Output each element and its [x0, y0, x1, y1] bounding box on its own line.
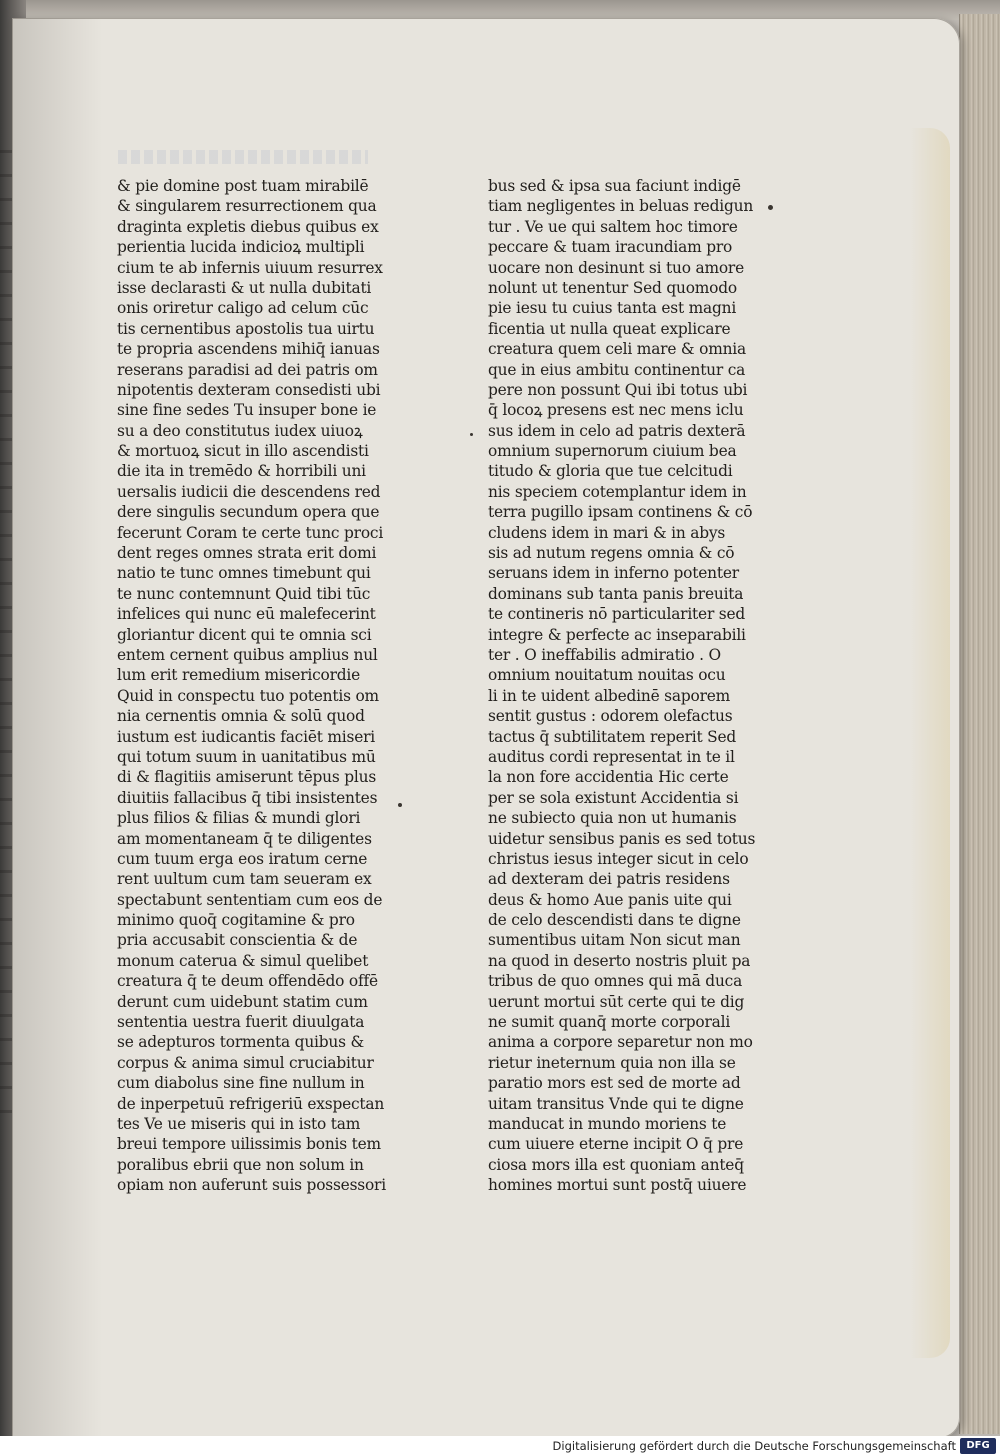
book-fore-edge — [959, 14, 1000, 1434]
text-line: sine fine sedes Tu insuper bone ie — [117, 401, 377, 420]
text-line: poralibus ebrii que non solum in — [117, 1155, 364, 1174]
text-line: tes Ve ue miseris qui in isto tam — [117, 1114, 361, 1133]
offset-ghost-line — [118, 150, 368, 164]
text-line: seruans idem in inferno potenter — [488, 564, 739, 583]
text-line: uersalis iudicii die descendens red — [117, 482, 381, 501]
text-line: gloriantur dicent qui te omnia sci — [117, 625, 372, 644]
text-line: uerunt mortui sūt certe qui te dig — [488, 992, 745, 1011]
text-line: minimo quoq̄ cogitamine & pro — [117, 911, 355, 930]
text-line: uocare non desinunt si tuo amore — [488, 258, 744, 277]
text-line: diuitiis fallacibus q̄ tibi insistentes — [117, 788, 378, 807]
text-line: se adepturos tormenta quibus & — [117, 1033, 365, 1052]
text-line: deus & homo Aue panis uite qui — [488, 890, 732, 909]
text-line: Quid in conspectu tuo potentis om — [117, 686, 379, 705]
text-line: nolunt ut tenentur Sed quomodo — [488, 278, 737, 297]
text-line: breui tempore uilissimis bonis tem — [117, 1135, 381, 1154]
text-line: entem cernent quibus amplius nul — [117, 645, 378, 664]
text-line: draginta expletis diebus quibus ex — [117, 217, 379, 236]
footer-bar — [0, 1436, 1000, 1456]
text-line: per se sola existunt Accidentia si — [488, 788, 739, 807]
text-line: sentit gustus : odorem olefactus — [488, 707, 733, 726]
text-line: infelices qui nunc eū malefecerint — [117, 605, 376, 624]
text-line: dent reges omnes strata erit domi — [117, 544, 377, 563]
text-line: dere singulis secundum opera que — [117, 503, 380, 522]
text-line: cium te ab infernis uiuum resurrex — [117, 258, 383, 277]
text-line: ter . O ineffabilis admiratio . O — [488, 645, 721, 664]
text-line: nipotentis dexteram consedisti ubi — [117, 380, 381, 399]
text-line: auditus cordi representat in te il — [488, 747, 735, 766]
text-line: & singularem resurrectionem qua — [117, 197, 377, 216]
text-line: bus sed & ipsa sua faciunt indigē — [488, 177, 741, 195]
text-line: cum tuum erga eos iratum cerne — [117, 849, 368, 868]
text-line: cludens idem in mari & in abys — [488, 523, 726, 542]
text-line: christus iesus integer sicut in celo — [488, 849, 749, 868]
text-line: dominans sub tanta panis breuita — [488, 584, 744, 603]
text-line: spectabunt sententiam cum eos de — [117, 890, 383, 909]
text-line: iustum est iudicantis faciēt miseri — [117, 727, 376, 746]
text-line: integre & perfecte ac inseparabili — [488, 625, 746, 644]
text-line: tur . Ve ue qui saltem hoc timore — [488, 217, 738, 236]
text-line: uitam transitus Vnde qui te digne — [488, 1094, 744, 1113]
text-line: nia cernentis omnia & solū quod — [117, 707, 365, 726]
text-line: rent uultum cum tam seueram ex — [117, 870, 372, 889]
text-line: terra pugillo ipsam continens & cō — [488, 503, 753, 522]
text-line: cum diabolus sine fine nullum in — [117, 1074, 365, 1093]
text-line: & pie domine post tuam mirabilē — [117, 177, 369, 195]
text-line: te contineris nō particulariter sed — [488, 605, 746, 624]
text-line: sumentibus uitam Non sicut man — [488, 931, 741, 950]
text-line: sententia uestra fuerit diuulgata — [117, 1013, 365, 1032]
footer-credit: Digitalisierung gefördert durch die Deutsche Forschungsgemeinschaft — [552, 1439, 956, 1453]
text-line: opiam non auferunt suis possessori — [117, 1176, 386, 1195]
text-line: die ita in tremēdo & horribili uni — [117, 462, 366, 481]
text-line: tiam negligentes in beluas redigun — [488, 197, 754, 216]
text-line: ad dexteram dei patris residens — [488, 870, 730, 889]
page-foxing — [910, 128, 950, 1358]
text-line: la non fore accidentia Hic certe — [488, 768, 729, 787]
text-column-left — [117, 176, 407, 1196]
text-line: ficentia ut nulla queat explicare — [488, 319, 731, 338]
text-line: sus idem in celo ad patris dexterā — [488, 421, 746, 440]
text-line: anima a corpore separetur non mo — [488, 1033, 753, 1052]
text-line: sis ad nutum regens omnia & cō — [488, 544, 735, 563]
text-line: homines mortui sunt postq̄ uiuere — [488, 1176, 747, 1195]
text-line: li in te uident albedinē saporem — [488, 686, 731, 705]
text-line: di & flagitiis amiserunt tēpus plus — [117, 768, 377, 787]
text-line: nis speciem cotemplantur idem in — [488, 482, 747, 501]
text-line: qui totum suum in uanitatibus mū — [117, 747, 376, 766]
text-line: plus filios & filias & mundi glori — [117, 809, 361, 828]
text-line: derunt cum uidebunt statim cum — [117, 992, 368, 1011]
text-line: & mortuoꝝ sicut in illo ascendisti — [117, 442, 369, 461]
text-line: ne subiecto quia non ut humanis — [488, 809, 737, 828]
text-line: paratio mors est sed de morte ad — [488, 1074, 741, 1093]
text-line: corpus & anima simul cruciabitur — [117, 1053, 374, 1072]
text-line: tribus de quo omnes qui mā duca — [488, 972, 743, 991]
ink-speck — [398, 803, 402, 807]
text-line: te propria ascendens mihiq̄ ianuas — [117, 340, 380, 359]
text-line: fecerunt Coram te certe tunc proci — [117, 523, 384, 542]
dfg-logo: DFG — [960, 1438, 996, 1454]
ink-speck — [768, 205, 773, 210]
text-line: su a deo constitutus iudex uiuoꝝ — [117, 421, 363, 440]
text-line: uidetur sensibus panis es sed totus — [488, 829, 756, 848]
text-line: te nunc contemnunt Quid tibi tūc — [117, 584, 371, 603]
text-line: omnium nouitatum nouitas ocu — [488, 666, 726, 685]
text-line: manducat in mundo moriens te — [488, 1114, 727, 1133]
text-line: na quod in deserto nostris pluit pa — [488, 951, 751, 970]
text-line: tactus q̄ subtilitatem reperit Sed — [488, 727, 737, 746]
ink-speck — [470, 433, 473, 436]
text-line: lum erit remedium misericordie — [117, 666, 361, 685]
text-line: reserans paradisi ad dei patris om — [117, 360, 378, 379]
text-column-right — [488, 176, 768, 1196]
text-line: que in eius ambitu continentur ca — [488, 360, 746, 379]
text-line: pie iesu tu cuius tanta est magni — [488, 299, 737, 318]
text-line: perientia lucida indicioꝝ multipli — [117, 238, 365, 257]
text-line: monum caterua & simul quelibet — [117, 951, 369, 970]
text-line: titudo & gloria que tue celcitudi — [488, 462, 733, 481]
text-line: onis oriretur caligo ad celum cūc — [117, 299, 369, 318]
text-line: q̄ locoꝝ presens est nec mens iclu — [488, 401, 744, 420]
text-line: ne sumit quanq̄ morte corporali — [488, 1013, 731, 1032]
text-line: de celo descendisti dans te digne — [488, 911, 741, 930]
text-line: tis cernentibus apostolis tua uirtu — [117, 319, 375, 338]
text-line: cum uiuere eterne incipit O q̄ pre — [488, 1135, 744, 1154]
text-line: pria accusabit conscientia & de — [117, 931, 358, 950]
text-line: ciosa mors illa est quoniam anteq̄ — [488, 1155, 744, 1174]
book-top-edge — [0, 0, 1000, 20]
text-line: isse declarasti & ut nulla dubitati — [117, 278, 372, 297]
text-line: creatura q̄ te deum offendēdo offē — [117, 972, 378, 991]
text-line: am momentaneam q̄ te diligentes — [117, 829, 372, 848]
text-line: pere non possunt Qui ibi totus ubi — [488, 380, 748, 399]
text-line: natio te tunc omnes timebunt qui — [117, 564, 371, 583]
text-line: peccare & tuam iracundiam pro — [488, 238, 733, 257]
text-line: rietur ineternum quia non illa se — [488, 1053, 736, 1072]
text-line: creatura quem celi mare & omnia — [488, 340, 746, 359]
text-line: omnium supernorum ciuium bea — [488, 442, 737, 461]
text-line: de inperpetuū refrigeriū exspectan — [117, 1094, 385, 1113]
